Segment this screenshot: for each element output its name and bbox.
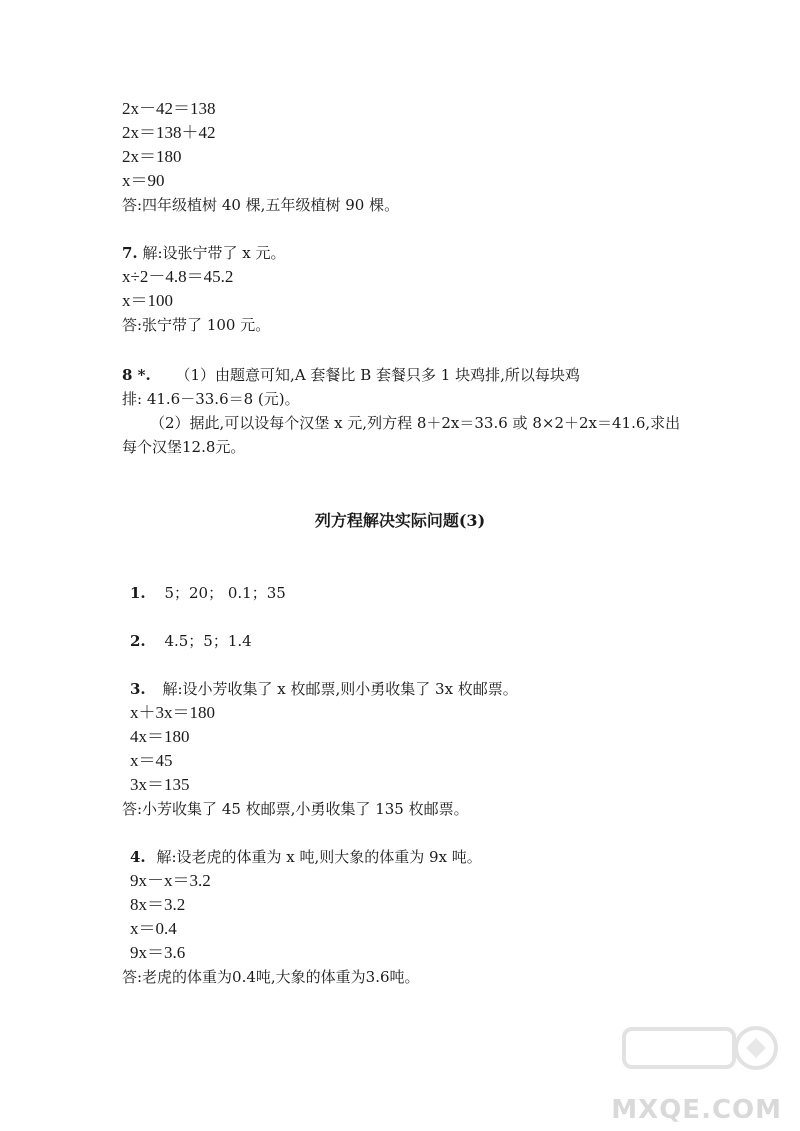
q4-number: 4. [130, 848, 146, 866]
equation-line: 2x＝180 [122, 147, 182, 166]
equation-line: x＝45 [130, 751, 173, 770]
equation-line: x＝90 [122, 171, 165, 190]
equation-line: x＋3x＝180 [130, 703, 215, 722]
q8-line-4: 每个汉堡12.8元。 [122, 438, 246, 456]
q4-intro: 解:设老虎的体重为 x 吨,则大象的体重为 9x 吨。 [156, 848, 482, 866]
equation-line: 8x＝3.2 [130, 895, 186, 914]
equation-line: 3x＝135 [130, 775, 190, 794]
q8-number: 8 *. [122, 366, 151, 384]
answer-line: 答:张宁带了 100 元。 [122, 316, 271, 334]
equation-line: x÷2－4.8＝45.2 [122, 267, 234, 286]
q8-line-1 [122, 364, 580, 386]
q3-number: 3. [130, 680, 146, 698]
section-title: 列方程解决实际问题(3) [314, 511, 486, 530]
q2-answers: 4.5；5；1.4 [164, 632, 252, 650]
equation-line: 2x＝138＋42 [122, 123, 216, 142]
equation-line: 2x－42＝138 [122, 99, 216, 118]
q2-line [130, 630, 252, 652]
q3-intro-line [130, 678, 518, 700]
q7-number: 7. [122, 244, 138, 262]
q7-intro: 解:设张宁带了 x 元。 [142, 244, 286, 262]
equation-line: 4x＝180 [130, 727, 190, 746]
q7-intro-line [122, 242, 286, 264]
q8-line-3: （2）据此,可以设每个汉堡 x 元,列方程 8＋2x＝33.6 或 8×2＋2x＝41.6,求出 [150, 414, 681, 432]
q1-number: 1. [130, 584, 146, 602]
equation-line: x＝0.4 [130, 919, 177, 938]
equation-line: x＝100 [122, 291, 173, 310]
q1-answers: 5；20； 0.1；35 [164, 584, 286, 602]
equation-line: 9x－x＝3.2 [130, 871, 211, 890]
answer-line: 答:老虎的体重为0.4吨,大象的体重为3.6吨。 [122, 968, 420, 986]
watermark-logo-icon [606, 1023, 786, 1103]
q8-line-2: 排: 41.6－33.6＝8 (元)。 [122, 390, 300, 408]
watermark-text: MXQE.COM [611, 1095, 782, 1125]
q4-intro-line [130, 846, 482, 868]
equation-line: 9x＝3.6 [130, 943, 186, 962]
q8-part1-text: （1）由题意可知,A 套餐比 B 套餐只多 1 块鸡排,所以每块鸡 [175, 366, 580, 384]
q3-intro: 解:设小芳收集了 x 枚邮票,则小勇收集了 3x 枚邮票。 [162, 680, 518, 698]
answer-line: 答:小芳收集了 45 枚邮票,小勇收集了 135 枚邮票。 [122, 800, 469, 818]
q2-number: 2. [130, 632, 146, 650]
answer-line: 答:四年级植树 40 棵,五年级植树 90 棵。 [122, 196, 400, 214]
q1-line [130, 582, 286, 604]
